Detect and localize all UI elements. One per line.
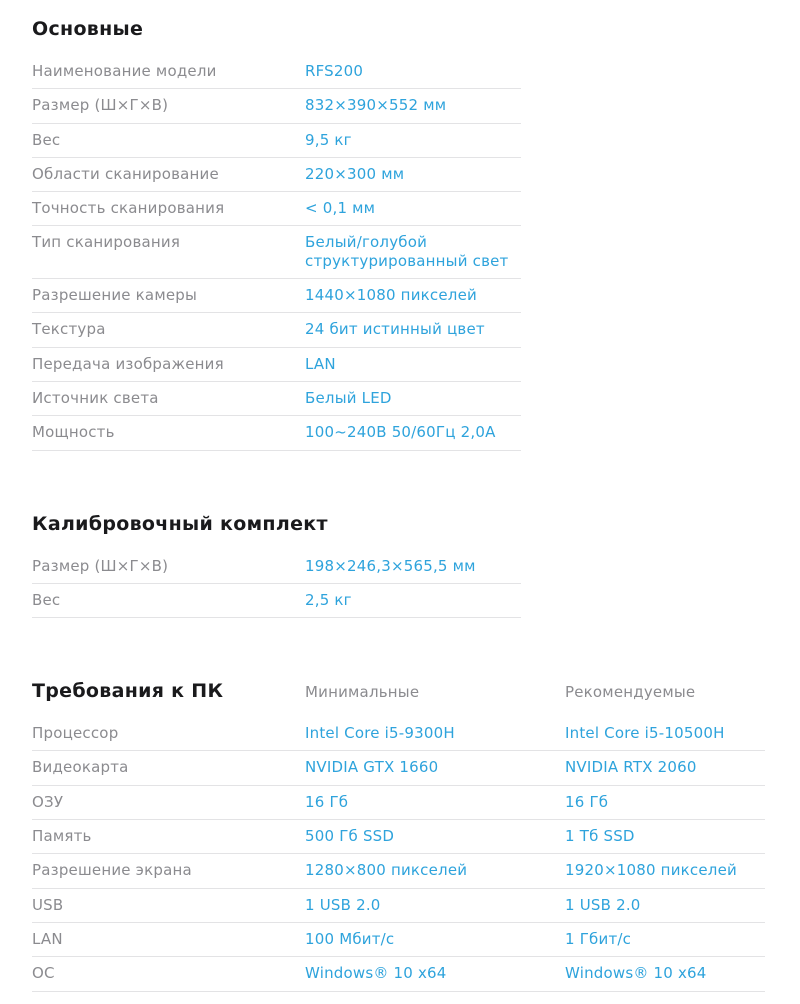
spec-label: Разрешение экрана	[32, 861, 192, 880]
spec-label: Вес	[32, 590, 61, 609]
spec-value-min: Intel Core i5-9300H	[305, 724, 455, 743]
section-title-main: Основные	[32, 18, 144, 40]
spec-row	[32, 158, 521, 192]
spec-label: ОС	[32, 964, 55, 983]
spec-value-min: NVIDIA GTX 1660	[305, 758, 439, 777]
spec-value-min: 100 Мбит/с	[305, 929, 395, 948]
spec-value-min: 500 Гб SSD	[305, 827, 395, 846]
spec-label: Области сканирование	[32, 164, 219, 183]
spec-value: 198×246,3×565,5 мм	[305, 556, 476, 575]
spec-value: 220×300 мм	[305, 164, 405, 183]
spec-row	[32, 124, 521, 158]
spec-value-rec: 1 Тб SSD	[565, 827, 635, 846]
spec-value-rec: 16 Гб	[565, 792, 609, 811]
spec-label: Тип сканирования	[32, 233, 181, 252]
spec-row	[32, 584, 521, 618]
pc-requirements-header	[32, 680, 765, 702]
pc-col-header-recommended: Рекомендуемые	[565, 683, 696, 702]
spec-label: Передача изображения	[32, 354, 224, 373]
spec-row	[32, 854, 765, 888]
spec-row	[32, 889, 765, 923]
spec-label: Видеокарта	[32, 758, 129, 777]
spec-value: RFS200	[305, 62, 364, 80]
spec-value-min: 1 USB 2.0	[305, 895, 381, 914]
spec-row	[32, 382, 521, 416]
spec-value-rec: Windows® 10 x64	[565, 964, 707, 983]
spec-label: USB	[32, 895, 64, 914]
spec-value: 100~240В 50/60Гц 2,0А	[305, 423, 496, 442]
spec-row	[32, 923, 765, 957]
section-main	[32, 18, 800, 451]
spec-row	[32, 550, 521, 584]
spec-label: Размер (Ш×Г×В)	[32, 556, 169, 575]
spec-label: Источник света	[32, 388, 159, 407]
spec-label: Размер (Ш×Г×В)	[32, 96, 169, 115]
spec-row	[32, 820, 765, 854]
spec-value: Белый LED	[305, 388, 392, 407]
spec-label: Мощность	[32, 423, 115, 442]
spec-row	[32, 786, 765, 820]
section-pc-requirements	[32, 680, 800, 991]
spec-label: Точность сканирования	[32, 199, 225, 218]
spec-table-pc	[32, 717, 800, 991]
spec-value-rec: 1 Гбит/с	[565, 929, 632, 948]
spec-row	[32, 313, 521, 347]
spec-value: 2,5 кг	[305, 590, 352, 609]
spec-value-min: 1280×800 пикселей	[305, 861, 468, 880]
spec-row	[32, 416, 521, 450]
section-title-calibration: Калибровочный комплект	[32, 512, 328, 535]
spec-value-rec: NVIDIA RTX 2060	[565, 758, 697, 777]
section-title-pc: Требования к ПК	[32, 680, 224, 703]
spec-label: ОЗУ	[32, 792, 64, 811]
spec-row	[32, 717, 765, 751]
spec-value: 832×390×552 мм	[305, 96, 447, 115]
spec-row	[32, 55, 521, 89]
spec-label: LAN	[32, 929, 63, 948]
spec-value-min: 16 Гб	[305, 792, 349, 811]
spec-value: 24 бит истинный цвет	[305, 320, 485, 339]
spec-label: Разрешение камеры	[32, 286, 198, 305]
spec-label: Текстура	[32, 320, 106, 339]
spec-label: Процессор	[32, 724, 119, 743]
spec-value-rec: Intel Core i5-10500H	[565, 724, 725, 743]
spec-row	[32, 89, 521, 123]
spec-table-main	[32, 55, 800, 451]
spec-value-rec: 1 USB 2.0	[565, 895, 641, 914]
spec-table-calibration	[32, 550, 800, 619]
spec-row	[32, 279, 521, 313]
spec-value: Белый/голубой структурированный свет	[305, 233, 509, 270]
spec-value: 1440×1080 пикселей	[305, 286, 477, 305]
spec-row	[32, 192, 521, 226]
spec-row	[32, 957, 765, 991]
spec-row	[32, 348, 521, 382]
spec-value: LAN	[305, 354, 336, 373]
spec-value-min: Windows® 10 x64	[305, 964, 447, 983]
spec-label: Наименование модели	[32, 62, 217, 80]
pc-col-header-minimal: Минимальные	[305, 683, 420, 702]
spec-value: 9,5 кг	[305, 130, 352, 149]
spec-value-rec: 1920×1080 пикселей	[565, 861, 737, 880]
spec-row	[32, 226, 521, 279]
spec-label: Память	[32, 827, 92, 846]
spec-label: Вес	[32, 130, 61, 149]
spec-row	[32, 751, 765, 785]
spec-value: < 0,1 мм	[305, 199, 376, 218]
section-calibration	[32, 513, 800, 619]
